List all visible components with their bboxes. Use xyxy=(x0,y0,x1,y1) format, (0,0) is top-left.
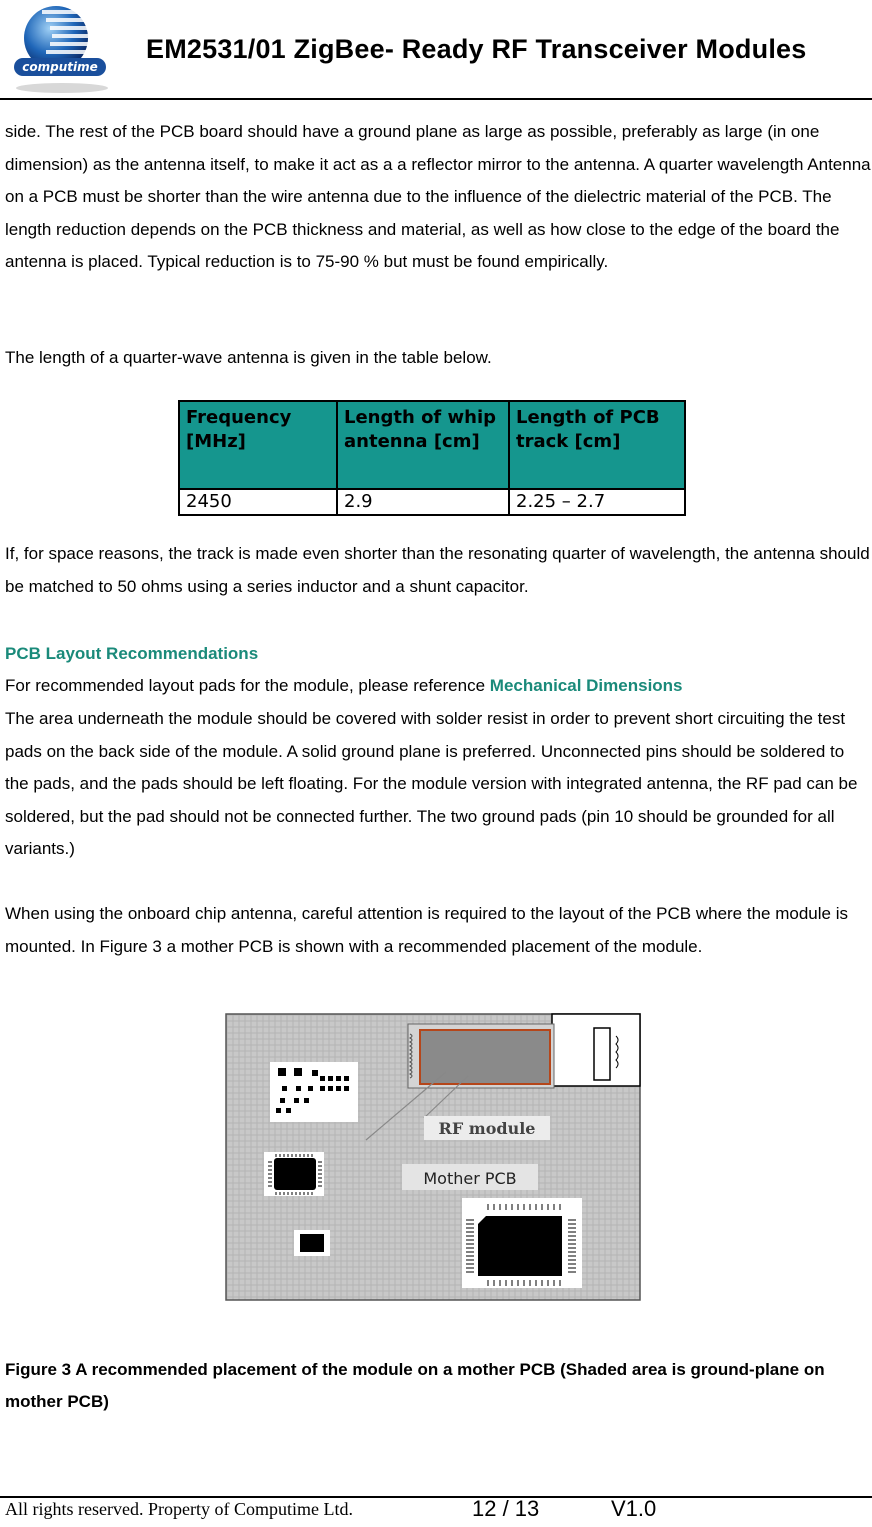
reference-text: For recommended layout pads for the module, please reference xyxy=(5,676,486,695)
figure-mother-pcb xyxy=(224,1012,644,1304)
rf-module xyxy=(420,1030,550,1084)
pcb-diagram xyxy=(224,1012,644,1304)
document-title: EM2531/01 ZigBee- Ready RF Transceiver Modules xyxy=(146,34,807,64)
section-heading: PCB Layout Recommendations xyxy=(5,644,259,663)
antenna-length-table xyxy=(178,400,686,516)
table-header-row xyxy=(179,401,685,489)
column-header: Frequency [MHz] xyxy=(179,401,337,489)
figure-caption: Figure 3 A recommended placement of the module on a mother PCB (Shaded area is ground-plane on mother PCB) xyxy=(5,1360,825,1411)
paragraph-chip-antenna: When using the onboard chip antenna, careful attention is required to the layout of the PCB where the module is mounted. In Figure 3 a mother PCB is shown with a recommended placement of the module. xyxy=(5,904,848,956)
paragraph-solder-resist: The area underneath the module should be covered with solder resist in order to prevent short circuiting the test pads on the back side of the module. A solid ground plane is preferred. Unconnected pins should be soldered to the pads, and the pads should be left floating. For the module version with integrated antenna, the RF pad can be soldered, but the pad should not be connected further. The two ground pads (pin 10 should be grounded for all variants.) xyxy=(5,709,858,858)
mechanical-dimensions-link[interactable]: Mechanical Dimensions xyxy=(489,676,683,695)
table-cell: 2.25 – 2.7 xyxy=(509,489,685,515)
main-ic xyxy=(478,1216,562,1276)
document-version: V1.0 xyxy=(611,1496,657,1521)
computime-logo-icon xyxy=(6,2,118,94)
table-row xyxy=(179,489,685,515)
table-cell: 2450 xyxy=(179,489,337,515)
paragraph-table-intro: The length of a quarter-wave antenna is given in the table below. xyxy=(5,348,492,367)
table-cell: 2.9 xyxy=(337,489,509,515)
header-divider xyxy=(0,98,872,100)
chip-antenna-icon xyxy=(594,1028,610,1080)
footer-copyright: All rights reserved. Property of Computime Ltd. xyxy=(5,1499,353,1519)
paragraph-ground-plane: side. The rest of the PCB board should have a ground plane as large as possible, preferably as large (in one dimension) as the antenna itself, to make it act as a a reflector mirror to the antenna. A quarter wavelength Antenna on a PCB must be shorter than the wire antenna due to the influence of the dielectric material of the PCB. The length reduction depends on the PCB thickness and material, as well as how close to the edge of the board the antenna is placed. Typical reduction is to 75-90 % but must be found empirically. xyxy=(5,122,871,271)
footer-divider xyxy=(0,1496,872,1498)
svg-text:computime: computime xyxy=(22,60,98,74)
company-logo xyxy=(6,2,118,94)
paragraph-matching: If, for space reasons, the track is made even shorter than the resonating quarter of wavelength, the antenna should be matched to 50 ohms using a series inductor and a shunt capacitor. xyxy=(5,544,870,596)
paragraph-layout-reference xyxy=(5,670,871,703)
rf-module-label: RF module xyxy=(438,1119,536,1138)
column-header: Length of PCB track [cm] xyxy=(509,401,685,489)
mother-pcb-label: Mother PCB xyxy=(423,1169,517,1188)
page-number: 12 / 13 xyxy=(472,1496,540,1521)
column-header: Length of whip antenna [cm] xyxy=(337,401,509,489)
